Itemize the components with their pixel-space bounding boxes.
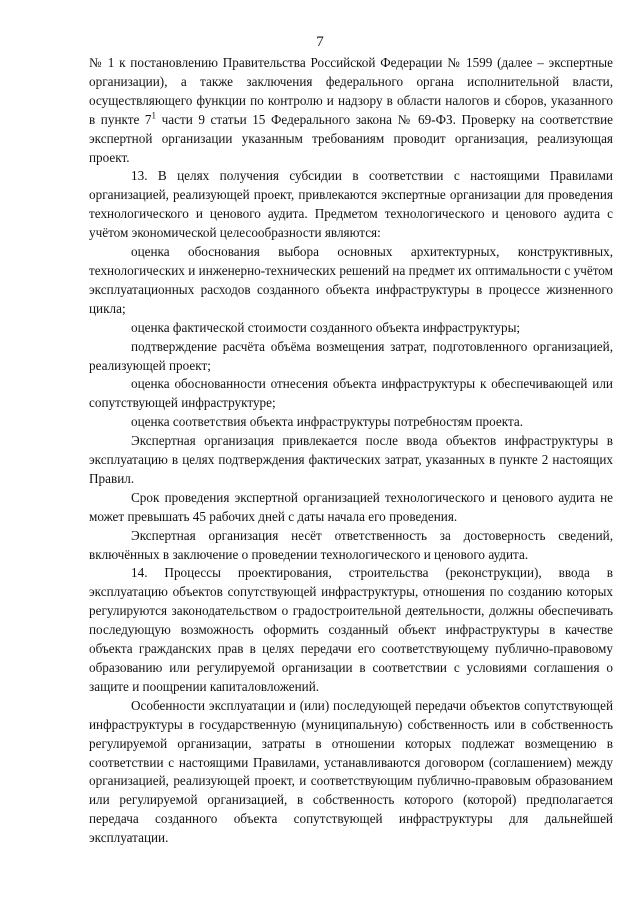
paragraph: оценка фактической стоимости созданного объекта инфраструктуры;: [131, 319, 521, 335]
paragraph: Экспертная организация привлекается после ввода объектов инфраструктуры в эксплуатацию в целях подтверждения фактических затрат, указанных в пункте 2 настоящих Правил.: [89, 433, 613, 486]
paragraph: Особенности эксплуатации и (или) последующей передачи объектов сопутствующей инфраструктуры в государственную (муниципальную) собственность или в собственность регулируемой организации, затраты в отношении которых подлежат возмещению в соответствии с настоящими Правилами, устанавливаются договором (соглашением) между организацией, реализующей проект, и соответствующим публично-правовым образованием или регулируемой организацией, в собственность которого (которой) предполагается передача созданного объекта сопутствующей инфраструктуры для дальнейшей эксплуатации.: [89, 697, 613, 846]
paragraph: Срок проведения экспертной организацией технологического и ценового аудита не может превышать 45 рабочих дней с даты начала его проведения.: [89, 489, 613, 524]
document-body: [89, 54, 613, 848]
paragraph: подтверждение расчёта объёма возмещения затрат, подготовленного организацией, реализующей проект;: [89, 338, 613, 373]
superscript: 1: [151, 110, 157, 121]
paragraph: Экспертная организация несёт ответственность за достоверность сведений, включённых в заключение о проведении технологического и ценового аудита.: [89, 527, 613, 562]
paragraph: оценка обоснования выбора основных архитектурных, конструктивных, технологических и инженерно-технических решений на предмет их оптимальности с учётом эксплуатационных расходов созданного объекта инфраструктуры в процессе жизненного цикла;: [89, 244, 613, 316]
paragraph: оценка обоснованности отнесения объекта инфраструктуры к обеспечивающей или сопутствующей инфраструктуре;: [89, 376, 613, 411]
paragraph-item-13: 13. В целях получения субсидии в соответствии с настоящими Правилами организацией, реализующей проект, привлекаются экспертные организации для проведения технологического и ценового аудита. Предметом технологического и ценового аудита с учётом экономической целесообразности являются:: [89, 168, 613, 241]
paragraph-text-tail: части 9 статьи 15 Федерального закона № 69-ФЗ. Проверку на соответствие экспертной организации указанным требованиям проводит организация, реализующая проект.: [89, 111, 613, 165]
paragraph-item-14: 14. Процессы проектирования, строительства (реконструкции), ввода в эксплуатацию объектов сопутствующей инфраструктуры, отношения по созданию которых регулируются законодательством о градостроительной деятельности, должны обеспечивать последующую возможность оформить созданный объект инфраструктуры в качестве объекта гражданских прав в целях передачи его соответствующему публично-правовому образованию или регулируемой организации в соответствии с условиями соглашения о защите и поощрении капиталовложений.: [89, 565, 613, 694]
paragraph-text: № 1 к постановлению Правительства Российской Федерации № 1599 (далее – экспертные организации), а также заключения федерального органа исполнительной власти, осуществляющего функции по контролю и надзору в области налогов и сборов, указанного в пункте 7: [89, 55, 613, 127]
paragraph: оценка соответствия объекта инфраструктуры потребностям проекта.: [131, 414, 524, 430]
page-number: 7: [316, 34, 324, 50]
paragraph-continuation: [89, 54, 613, 167]
